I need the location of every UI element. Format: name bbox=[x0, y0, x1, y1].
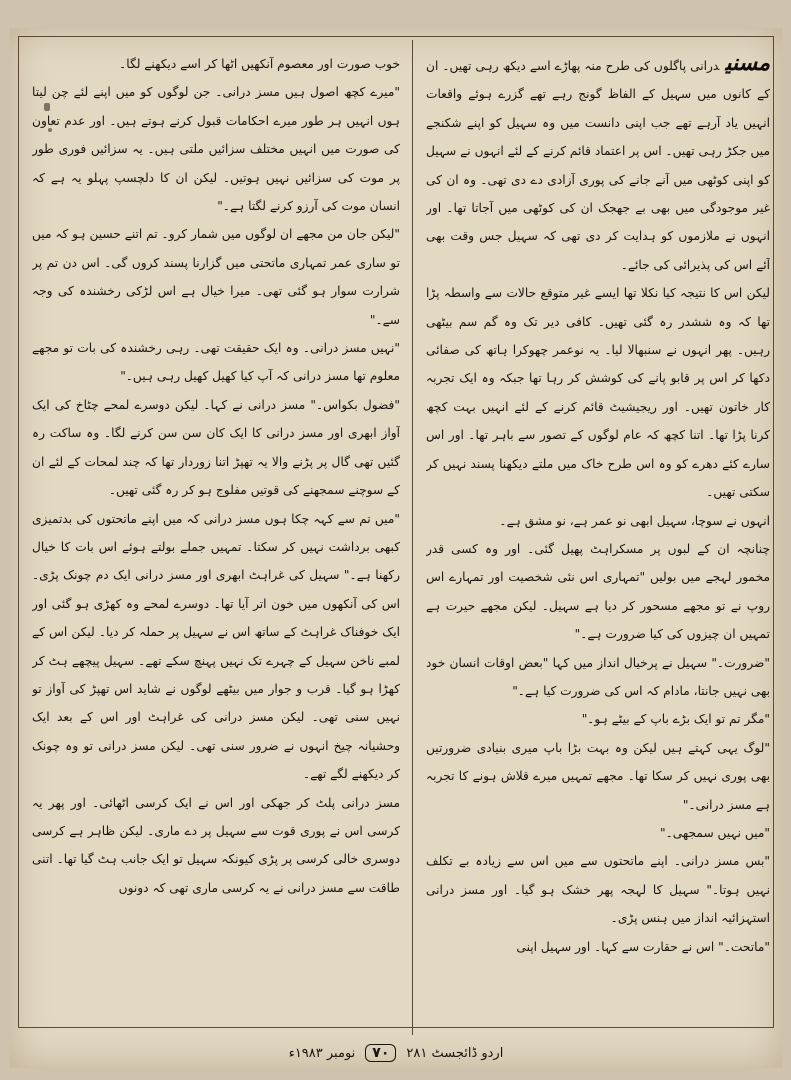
paragraph: "لیکن جان من مجھے ان لوگوں میں شمار کرو۔ تم اتنے حسین ہو کہ میں تو ساری عمر تمہاری ماتحتی میں گزارنا پسند کروں گی۔ اس دن تم پر شرارت سوار ہو گئی تھی۔ میرا خیال ہے اس لڑکی رخشندہ کی وجہ سے۔" bbox=[32, 227, 400, 327]
paragraph: "ماتحت۔" اس نے حقارت سے کہا۔ اور سہیل اپنی bbox=[516, 939, 770, 954]
paragraph: "نہیں مسز درانی۔ وہ ایک حقیقت تھی۔ رہی رخشندہ کی بات تو مجھے معلوم تھا مسز درانی کہ آپ کیا کھیل کھیل رہی ہیں۔" bbox=[32, 341, 400, 384]
paragraph-text: درانی پاگلوں کی طرح منہ پھاڑے اسے دیکھ رہی تھیں۔ ان کے کانوں میں سہیل کے الفاظ گونج رہے تھے گزرے ہوئے واقعات انہیں یاد آرہے تھے جب اپنی دانست میں وہ سہیل کو اپنے شکنجے میں جکڑ رہی تھیں۔ اس پر اعتماد قائم کرنے کے لئے انہوں نے سہیل کو اپنی کوٹھی میں آنے جانے کی پوری آزادی دے دی تھی۔ وہ ان کی غیر موجودگی میں بھی بے جھجک ان کی کوٹھی میں آجاتا تھا۔ اور انہوں نے ملازموں کو ہدایت کر دی تھی کہ سہیل جس وقت بھی آئے اس کی پذیرائی کی جائے۔ bbox=[426, 59, 770, 272]
paragraph bbox=[426, 50, 770, 279]
paragraph: "بس مسز درانی۔ اپنے ماتحتوں سے میں اس سے زیادہ بے تکلف نہیں ہوتا۔" سہیل کا لہجہ پھر خشک ہو گیا۔ اور مسز درانی استہزائیہ انداز میں ہنس پڑی۔ bbox=[426, 854, 770, 926]
issue-date: نومبر ۱۹۸۳ء bbox=[288, 1045, 356, 1061]
paragraph: "لوگ یہی کہتے ہیں لیکن وہ بہت بڑا باپ میری بنیادی ضرورتیں بھی پوری نہیں کر سکا تھا۔ مجھے تمہیں میرے قلاش ہونے کا تجربہ ہے مسز درانی۔" bbox=[426, 740, 770, 812]
magazine-name: اردو ڈائجسٹ ۲۸۱ bbox=[406, 1045, 504, 1061]
paragraph: "فضول بکواس۔" مسز درانی نے کہا۔ لیکن دوسرے لمحے چٹاخ کی ایک آواز ابھری اور مسز درانی کا ایک کان سن سن کرنے لگا۔ وہ ساکت رہ گئیں تھی گال پر پڑنے والا یہ تھپڑ اتنا زوردار تھا کہ چند لمحات کے لئے ان کے سوچنے سمجھنے کی قوتیں مفلوج ہو کر رہ گئی تھیں۔ bbox=[32, 397, 400, 498]
paragraph: خوب صورت اور معصوم آنکھیں اٹھا کر اسے دیکھنے لگا۔ bbox=[119, 57, 400, 71]
paragraph: چنانچہ ان کے لبوں پر مسکراہٹ پھیل گئی۔ اور وہ کسی قدر مخمور لہجے میں بولیں "تمہاری اس نئی شخصیت اور تمہارے اس روپ نے تو مجھے مسحور کر دیا ہے سہیل۔ لیکن مجھے حیرت ہے تمہیں ان چیزوں کی کیا ضرورت ہے۔" bbox=[426, 541, 770, 642]
page-footer bbox=[10, 1040, 782, 1066]
paragraph: انہوں نے سوچا، سہیل ابھی نو عمر ہے، نو مشق ہے۔ bbox=[499, 513, 770, 528]
left-column bbox=[32, 50, 400, 1025]
paragraph: "ضرورت۔" سہیل نے پرخیال انداز میں کہا "بعض اوقات انسان خود بھی نہیں جانتا، مادام کہ اس کی ضرورت کیا ہے۔" bbox=[426, 655, 770, 698]
opening-word: مسنی bbox=[725, 51, 770, 76]
paragraph: لیکن اس کا نتیجہ کیا نکلا تھا ایسے غیر متوقع حالات سے واسطہ پڑا تھا کہ وہ ششدر رہ گئی تھیں۔ کافی دیر تک وہ گم سم بیٹھی رہیں۔ پھر انہوں نے سنبھالا لیا۔ یہ نوعمر چھوکرا ہاتھ کی صفائی دکھا کر اس پر قابو پانے کی کوشش کر رہا تھا جبکہ وہ ایک تجربہ کار خاتون تھیں۔ اور ریجیشیٹ قائم کرنے کے لئے انہیں بہت کچھ کرنا پڑا تھا۔ اتنا کچھ کہ عام لوگوں کے تصور سے باہر تھا۔ اور اس سارے کئے دھرے کو وہ اس طرح خاک میں ملتے دیکھنا پسند نہیں کر سکتی تھیں۔ bbox=[426, 286, 770, 500]
ink-mark bbox=[48, 128, 52, 132]
magazine-page bbox=[10, 28, 782, 1068]
paragraph: "مگر تم تو ایک بڑے باپ کے بیٹے ہو۔" bbox=[581, 712, 770, 727]
paragraph: مسز درانی پلٹ کر جھکی اور اس نے ایک کرسی اٹھائی۔ اور پھر یہ کرسی اس نے پوری قوت سے سہیل پر دے ماری۔ لیکن ظاہر ہے کرسی دوسری خالی کرسی پر پڑی کیونکہ سہیل تو ایک جانب ہٹ گیا تھا۔ اتنی طاقت سے مسز درانی نے یہ کرسی ماری تھی کہ دونوں bbox=[32, 795, 400, 895]
column-divider bbox=[412, 40, 413, 1035]
paragraph: "میں نہیں سمجھی۔" bbox=[660, 825, 770, 840]
paragraph: "میں تم سے کہہ چکا ہوں مسز درانی کہ میں اپنے ماتحتوں کی بدتمیزی کبھی برداشت نہیں کر سکتا۔ تمہیں جملے بولتے ہوئے اس بات کا خیال رکھنا ہے۔" سہیل کی غراہٹ ابھری اور مسز درانی ایک دم چونک پڑی۔ اس کی آنکھوں میں خون اتر آیا تھا۔ دوسرے لمحے وہ کھڑی ہو گئی اور ایک خوفناک غراہٹ کے ساتھ اس نے سہیل پر حملہ کر دیا۔ لیکن اس کے لمبے ناخن سہیل کے چہرے تک نہیں پہنچ سکے تھے۔ سہیل پیچھے ہٹ کر کھڑا ہو گیا۔ قرب و جوار میں بیٹھے لوگوں نے شاید اس تھپڑ کی آواز تو نہیں سنی تھی۔ لیکن مسز درانی کی غراہٹ اور اس کے بعد ایک وحشیانہ چیخ انہوں نے ضرور سنی تھی۔ لیکن مسز درانی تو وہ چونک کر دیکھنے لگے تھے۔ bbox=[32, 511, 400, 782]
right-column bbox=[426, 50, 770, 1025]
ink-mark bbox=[44, 103, 50, 111]
page-number: ۷۰ bbox=[365, 1044, 396, 1062]
paragraph: "میرے کچھ اصول ہیں مسز درانی۔ جن لوگوں کو میں اپنے لئے چن لیتا ہوں انہیں ہر طور میرے احکامات قبول کرنے ہوتے ہیں۔ اور عدم تعاون کی صورت میں انہیں مختلف سزائیں ملتی ہیں۔ یہ سزائیں فوری طور پر موت کی سزائیں نہیں ہوتیں۔ لیکن ان کا دلچسپ پہلو یہ ہے کہ انسان موت کی آرزو کرنے لگتا ہے۔" bbox=[32, 85, 400, 214]
